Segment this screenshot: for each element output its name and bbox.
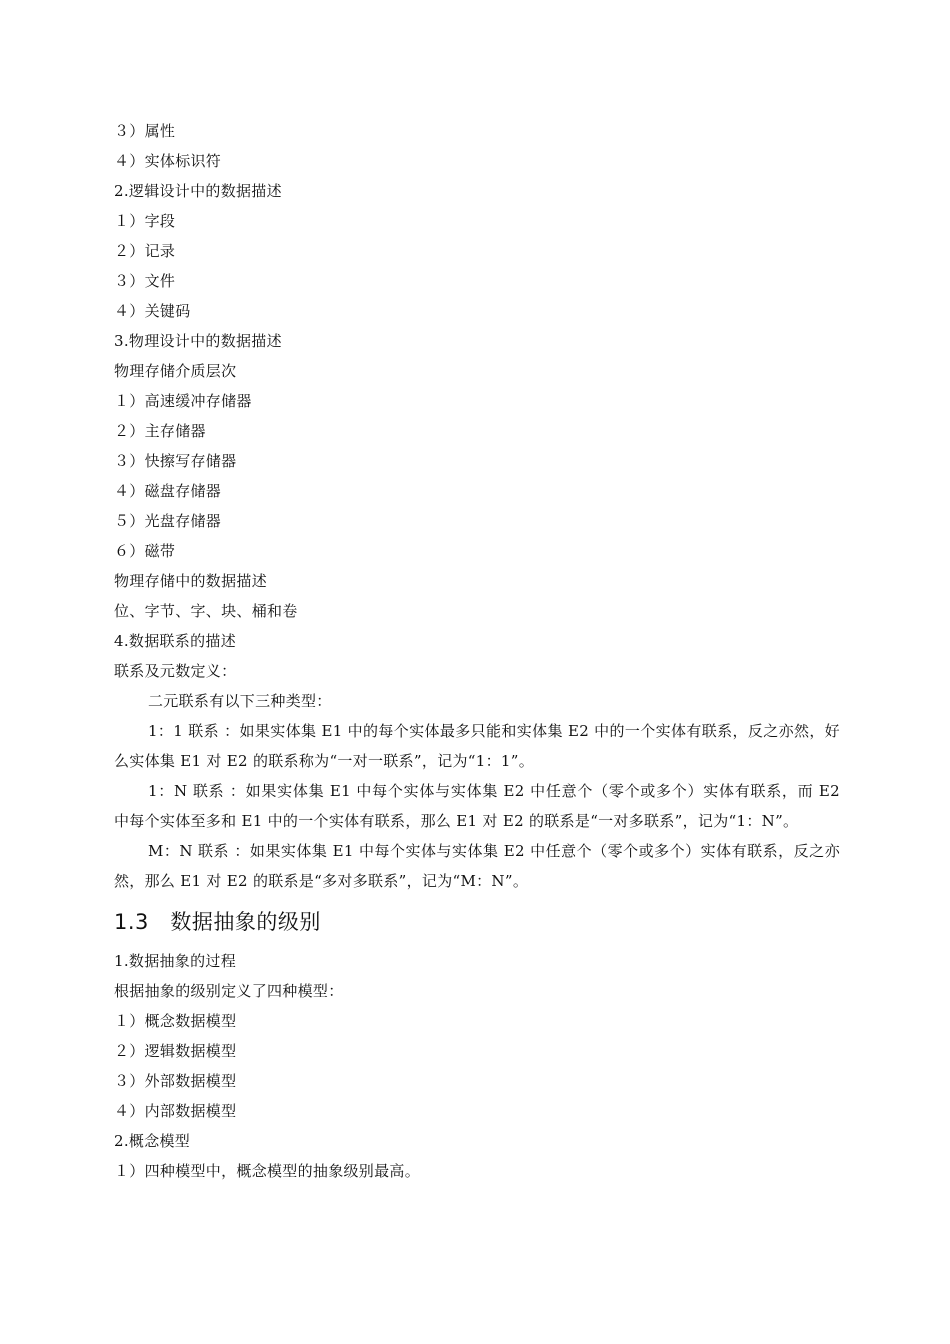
text-line: 位、字节、字、块、桶和卷 bbox=[114, 602, 298, 620]
text-line: ３）快擦写存储器 bbox=[114, 452, 237, 470]
text-line: ２）主存储器 bbox=[114, 422, 206, 440]
text-line: ３）文件 bbox=[114, 272, 176, 290]
text-line: ２）记录 bbox=[114, 242, 176, 260]
one-to-many-paragraph: 1：N 联系 ：如果实体集 E1 中每个实体与实体集 E2 中任意个（零个或多个）实体有联系，而 E2 中每个实体至多和 E1 中的一个实体有联系，那么 E1 对 E2 的联系是“一对多联系”，记为“1：N”。 bbox=[114, 782, 840, 830]
text-line: １）概念数据模型 bbox=[114, 1012, 237, 1030]
text-line: ４）磁盘存储器 bbox=[114, 482, 222, 500]
text-line: ２）逻辑数据模型 bbox=[114, 1042, 237, 1060]
section-heading: 1.3 数据抽象的级别 bbox=[114, 910, 321, 934]
text-line: 物理存储介质层次 bbox=[114, 362, 237, 380]
many-to-many-paragraph: M：N 联系 ：如果实体集 E1 中每个实体与实体集 E2 中任意个（零个或多个）实体有联系，反之亦然，那么 E1 对 E2 的联系是“多对多联系”，记为“M：N”。 bbox=[114, 842, 840, 890]
text-line: ３）属性 bbox=[114, 122, 176, 140]
document-body bbox=[114, 116, 840, 1186]
text-line: ４）关键码 bbox=[114, 302, 191, 320]
binary-relation-intro: 二元联系有以下三种类型： bbox=[148, 692, 332, 710]
text-line: 物理存储中的数据描述 bbox=[114, 572, 268, 590]
text-line: １）高速缓冲存储器 bbox=[114, 392, 252, 410]
text-line: ４）实体标识符 bbox=[114, 152, 222, 170]
subsection-title: 2.概念模型 bbox=[114, 1132, 191, 1150]
text-line: 联系及元数定义： bbox=[114, 662, 237, 680]
text-line: １）四种模型中，概念模型的抽象级别最高。 bbox=[114, 1162, 421, 1180]
text-line: ４）内部数据模型 bbox=[114, 1102, 237, 1120]
subsection-title: 2.逻辑设计中的数据描述 bbox=[114, 182, 282, 200]
text-line: ３）外部数据模型 bbox=[114, 1072, 237, 1090]
text-line: ６）磁带 bbox=[114, 542, 176, 560]
subsection-title: 4.数据联系的描述 bbox=[114, 632, 237, 650]
text-line: １）字段 bbox=[114, 212, 176, 230]
one-to-one-paragraph: 1：1 联系 ：如果实体集 E1 中的每个实体最多只能和实体集 E2 中的一个实体有联系，反之亦然，好么实体集 E1 对 E2 的联系称为“一对一联系”，记为“1：1”。 bbox=[114, 722, 840, 770]
subsection-title: 3.物理设计中的数据描述 bbox=[114, 332, 282, 350]
text-line: ５）光盘存储器 bbox=[114, 512, 222, 530]
subsection-title: 1.数据抽象的过程 bbox=[114, 952, 237, 970]
text-line: 根据抽象的级别定义了四种模型： bbox=[114, 982, 344, 1000]
